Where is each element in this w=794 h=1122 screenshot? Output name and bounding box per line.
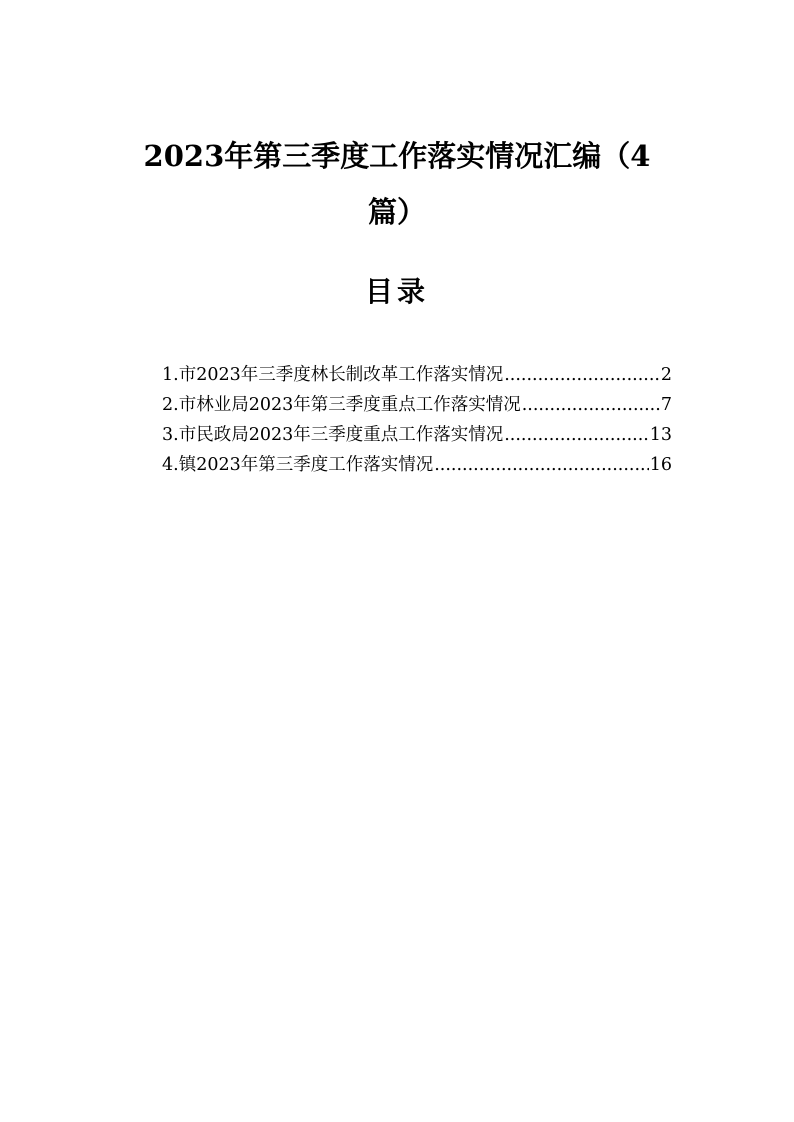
toc-page-number: 13 [649, 425, 672, 445]
toc-entry[interactable] [162, 390, 672, 420]
toc-dot-leader [522, 390, 660, 420]
toc-entry-label: 2.市林业局2023年第三季度重点工作落实情况 [162, 395, 521, 415]
toc-dot-leader [504, 420, 648, 450]
toc-page-number: 16 [649, 455, 672, 475]
toc-heading: 目录 [364, 275, 429, 308]
document-title: 2023年第三季度工作落实情况汇编（4篇） [143, 139, 651, 229]
toc-dot-leader [504, 360, 660, 390]
toc-page-number: 2 [660, 365, 672, 385]
toc-page-number: 7 [660, 395, 672, 415]
toc-entry[interactable] [162, 360, 672, 390]
toc-dot-leader [434, 450, 648, 480]
toc-entry-label: 1.市2023年三季度林长制改革工作落实情况 [162, 365, 504, 385]
toc-entry-label: 4.镇2023年第三季度工作落实情况 [162, 455, 434, 475]
toc-entry[interactable] [162, 450, 672, 480]
toc-entry[interactable] [162, 420, 672, 450]
table-of-contents [162, 360, 672, 480]
toc-entry-label: 3.市民政局2023年三季度重点工作落实情况 [162, 425, 504, 445]
